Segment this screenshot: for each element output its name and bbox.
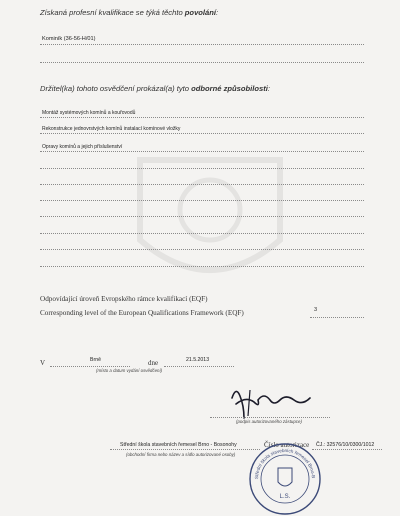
dotted-line [310,317,364,318]
dotted-line [40,249,364,250]
dotted-line [164,366,234,367]
issue-date: 21.5.2013 [186,357,210,363]
dotted-line [40,168,364,169]
eqf-level: 3 [314,307,318,313]
dotted-line [40,233,364,234]
svg-text:Střední škola stavebních řemes: Střední škola stavebních řemesel Brno-B [253,447,317,480]
dotted-line [40,133,364,134]
dotted-line [40,200,364,201]
dotted-line [210,417,330,418]
authority-name: Střední škola stavebních řemesel Brno - Bosonohy [120,442,237,448]
authorization-number: ČJ.: 32576/10/0300/1012 [316,442,375,448]
date-prefix: dne [148,359,159,367]
qualification-heading-text: Získaná profesní kvalifikace se týká těchto [40,8,183,17]
authorization-number-label: Číslo autorizace [264,441,310,449]
issue-note: (místo a datum vydání osvědčení) [96,368,163,373]
qualification-value: Kominík (36-56-H/01) [42,36,96,42]
dotted-line [40,151,364,152]
competences-heading-colon: : [267,84,271,93]
dotted-line [40,44,364,45]
official-stamp [248,442,322,516]
qualification-heading-bold: povolání [184,8,217,17]
competence-item: Montáž systémových komínů a kouřovodů [42,110,136,116]
authority-note: (obchodní firma nebo název a sídlo autorizované osoby) [126,452,236,457]
issue-place: Brně [90,357,101,363]
competences-heading [40,84,270,93]
eqf-label-cz: Odpovídající úroveň Evropského rámce kvalifikací (EQF) [40,295,208,303]
competences-heading-bold: odborné způsobilosti [191,84,268,93]
dotted-line [40,266,364,267]
competence-item: Rekonstrukce jednovrstvých komínů instalací komínové vložky [42,126,181,132]
place-prefix: V [40,359,46,367]
dotted-line [40,62,364,63]
dotted-line [40,117,364,118]
competences-heading-text: Držitel(ka) tohoto osvědčení prokázal(a) tyto [40,84,189,93]
eqf-label-en: Corresponding level of the European Qualifications Framework (EQF) [40,309,244,317]
dotted-line [312,449,382,450]
dotted-line [110,449,260,450]
competence-item: Opravy komínů a jejich příslušenství [42,144,123,150]
dotted-line [40,216,364,217]
signature-note: (podpis autorizovaného zástupce) [236,419,302,424]
watermark-emblem [110,150,310,300]
qualification-heading-colon: : [216,8,219,17]
svg-text:L.S.: L.S. [279,494,291,500]
qualification-heading [40,8,218,17]
dotted-line [40,184,364,185]
dotted-line [50,366,130,367]
